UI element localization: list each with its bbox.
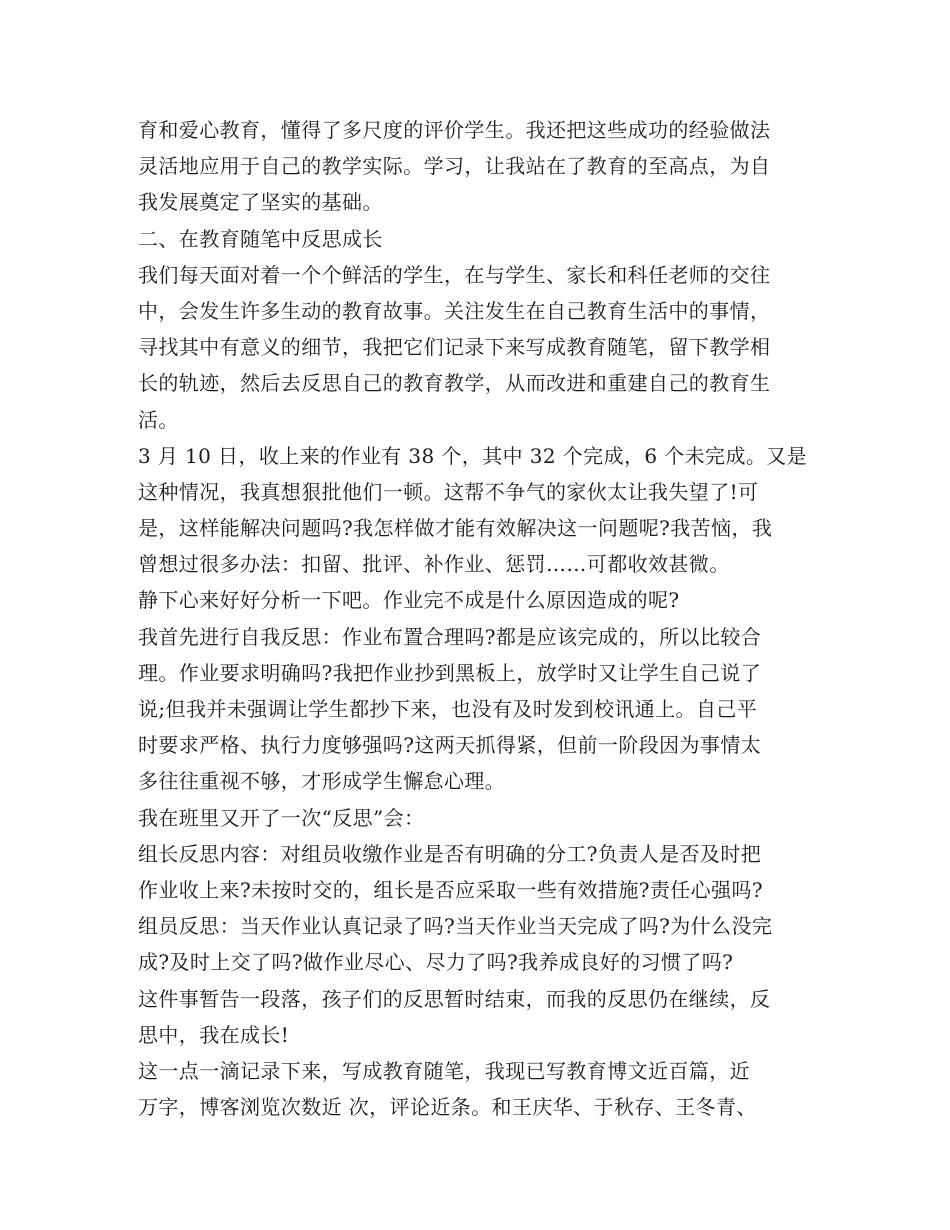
text-line: 曾想过很多办法：扣留、批评、补作业、惩罚……可都收效甚微。 (138, 552, 730, 577)
text-line: 我们每天面对着一个个鲜活的学生，在与学生、家长和科任老师的交往 (138, 262, 771, 287)
text-line: 时要求严格、执行力度够强吗?这两天抓得紧，但前一阶段因为事情太 (138, 733, 762, 758)
text-line: 中，会发生许多生动的教育故事。关注发生在自己教育生活中的事情， (138, 298, 771, 323)
text-line: 组长反思内容：对组员收缴作业是否有明确的分工?负责人是否及时把 (138, 841, 762, 866)
text-line: 是，这样能解决问题吗?我怎样做才能有效解决这一问题呢?我苦恼，我 (138, 516, 773, 541)
section-heading: 二、在教育随笔中反思成长 (138, 226, 383, 251)
text-line: 多往往重视不够，才形成学生懈怠心理。 (138, 769, 506, 794)
text-line: 思中，我在成长! (138, 1022, 290, 1047)
text-line: 成?及时上交了吗?做作业尽心、尽力了吗?我养成良好的习惯了吗? (138, 950, 734, 975)
text-line: 3 月 10 日，收上来的作业有 38 个，其中 32 个完成，6 个未完成。又是 (138, 443, 808, 468)
text-line: 我在班里又开了一次“反思”会： (138, 805, 425, 830)
text-line: 我发展奠定了坚实的基础。 (138, 190, 383, 215)
text-line: 组员反思：当天作业认真记录了吗?当天作业当天完成了吗?为什么没完 (138, 914, 773, 939)
text-line: 这一点一滴记录下来，写成教育随笔，我现已写教育博文近百篇，近 (138, 1058, 750, 1083)
text-line: 活。 (138, 407, 179, 432)
text-line: 静下心来好好分析一下吧。作业完不成是什么原因造成的呢? (138, 588, 680, 613)
text-line: 万字，博客浏览次数近 次，评论近条。和王庆华、于秋存、王冬青、 (138, 1095, 757, 1120)
text-line: 我首先进行自我反思：作业布置合理吗?都是应该完成的，所以比较合 (138, 624, 762, 649)
text-line: 这种情况，我真想狠批他们一顿。这帮不争气的家伙太让我失望了!可 (138, 479, 759, 504)
text-line: 这件事暂告一段落，孩子们的反思暂时结束，而我的反思仍在继续，反 (138, 986, 771, 1011)
text-line: 寻找其中有意义的细节，我把它们记录下来写成教育随笔，留下教学相 (138, 335, 771, 360)
text-line: 长的轨迹，然后去反思自己的教育教学，从而改进和重建自己的教育生 (138, 371, 771, 396)
text-line: 灵活地应用于自己的教学实际。学习，让我站在了教育的至高点，为自 (138, 154, 771, 179)
text-line: 说;但我并未强调让学生都抄下来，也没有及时发到校讯通上。自己平 (138, 697, 758, 721)
text-line: 作业收上来?未按时交的，组长是否应采取一些有效措施?责任心强吗? (138, 877, 763, 902)
text-line: 育和爱心教育，懂得了多尺度的评价学生。我还把这些成功的经验做法 (138, 118, 771, 142)
document-page (138, 112, 814, 1125)
text-line: 理。作业要求明确吗?我把作业抄到黑板上，放学时又让学生自己说了 (138, 660, 762, 685)
